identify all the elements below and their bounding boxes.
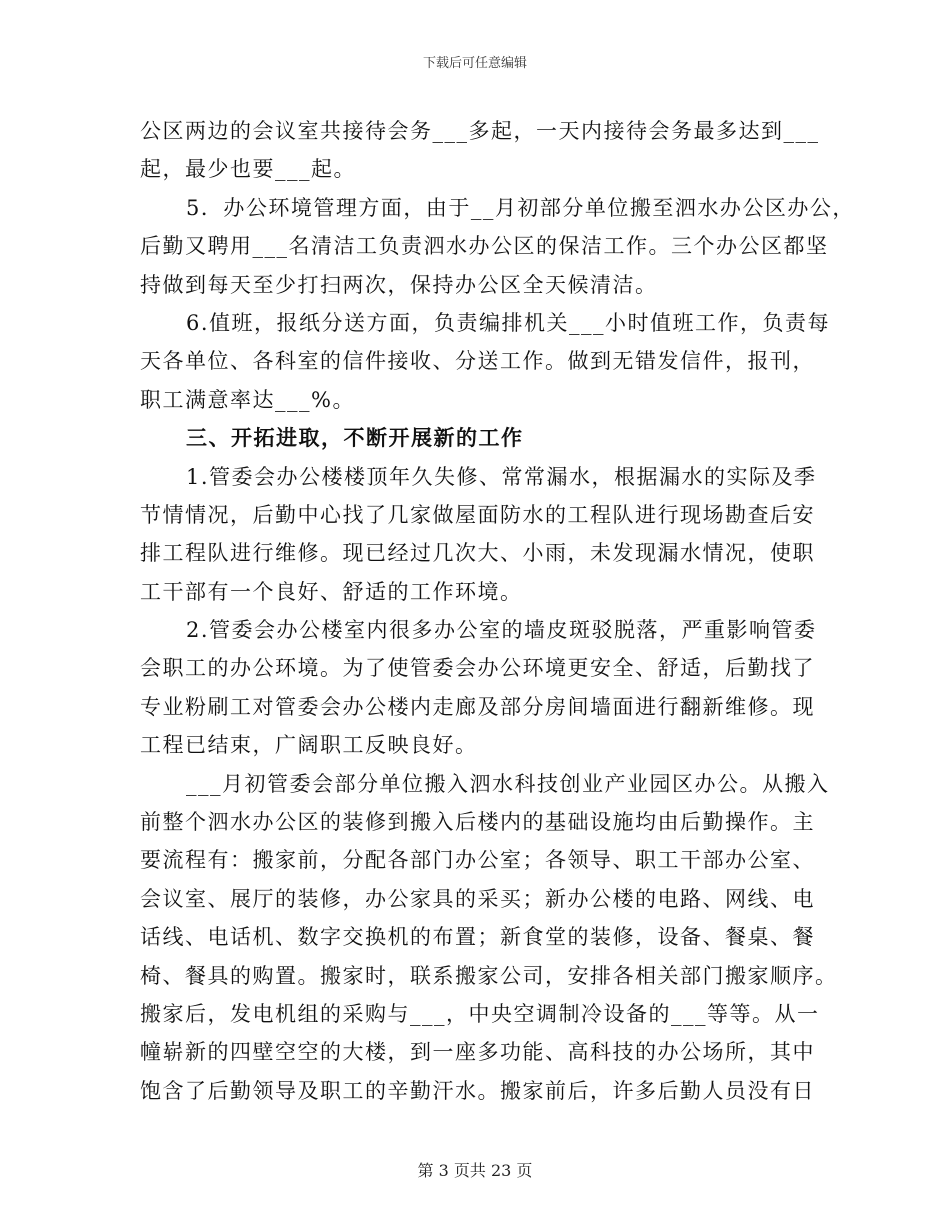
text-line: 前整个泗水办公区的装修到搬入后楼内的基础设施均由后勤操作。主 <box>140 810 815 835</box>
text-line: 饱含了后勤领导及职工的辛勤汗水。搬家前后，许多后勤人员没有日 <box>140 1078 815 1103</box>
text-line: 幢崭新的四壁空空的大楼，到一座多功能、高科技的办公场所，其中 <box>140 1040 815 1065</box>
text-line: 专业粉刷工对管委会办公楼内走廊及部分房间墙面进行翻新维修。现 <box>140 694 815 719</box>
text-line: 话线、电话机、数字交换机的布置；新食堂的装修，设备、餐桌、餐 <box>140 925 815 950</box>
text-line: 节情情况，后勤中心找了几家做屋面防水的工程队进行现场勘查后安 <box>140 502 815 527</box>
text-line: 排工程队进行维修。现已经过几次大、小雨，未发现漏水情况，使职 <box>140 541 815 566</box>
text-line: 工干部有一个良好、舒适的工作环境。 <box>140 579 523 604</box>
page-header: 下载后可任意编辑 <box>422 56 527 71</box>
text-line: 后勤又聘用___名清洁工负责泗水办公区的保洁工作。三个办公区都坚 <box>140 234 829 259</box>
text-line: 工程已结束，广阔职工反映良好。 <box>140 733 478 758</box>
text-line: 5．办公环境管理方面，由于__月初部分单位搬至泗水办公区办公， <box>186 195 855 220</box>
text-line: 会议室、展厅的装修，办公家具的采买；新办公楼的电路、网线、电 <box>140 886 815 911</box>
text-line: 职工满意率达___%。 <box>140 387 355 412</box>
section-heading: 三、开拓进取，不断开展新的工作 <box>186 425 524 451</box>
text-line: 要流程有：搬家前，分配各部门办公室；各领导、职工干部办公室、 <box>140 848 815 873</box>
text-line: 椅、餐具的购置。搬家时，联系搬家公司，安排各相关部门搬家顺序。 <box>140 963 838 988</box>
text-line: 1.管委会办公楼楼顶年久失修、常常漏水，根据漏水的实际及季 <box>186 464 817 489</box>
text-line: 2.管委会办公楼室内很多办公室的墙皮斑驳脱落，严重影响管委 <box>186 618 817 643</box>
text-line: ___月初管委会部分单位搬入泗水科技创业产业园区办公。从搬入 <box>186 771 830 796</box>
text-line: 公区两边的会议室共接待会务___多起，一天内接待会务最多达到___ <box>140 119 820 143</box>
text-line: 持做到每天至少打扫两次，保持办公区全天候清洁。 <box>140 272 658 297</box>
text-line: 起，最少也要___起。 <box>140 157 356 182</box>
text-line: 会职工的办公环境。为了使管委会办公环境更安全、舒适，后勤找了 <box>140 656 815 681</box>
document-body <box>140 112 855 1110</box>
page-footer: 第 3 页共 23 页 <box>417 1161 533 1180</box>
text-line: 6.值班，报纸分送方面，负责编排机关___小时值班工作，负责每 <box>186 310 831 335</box>
text-line: 搬家后，发电机组的采购与___，中央空调制冷设备的___等等。从一 <box>140 1001 820 1026</box>
text-line: 天各单位、各科室的信件接收、分送工作。做到无错发信件，报刊， <box>140 349 815 374</box>
